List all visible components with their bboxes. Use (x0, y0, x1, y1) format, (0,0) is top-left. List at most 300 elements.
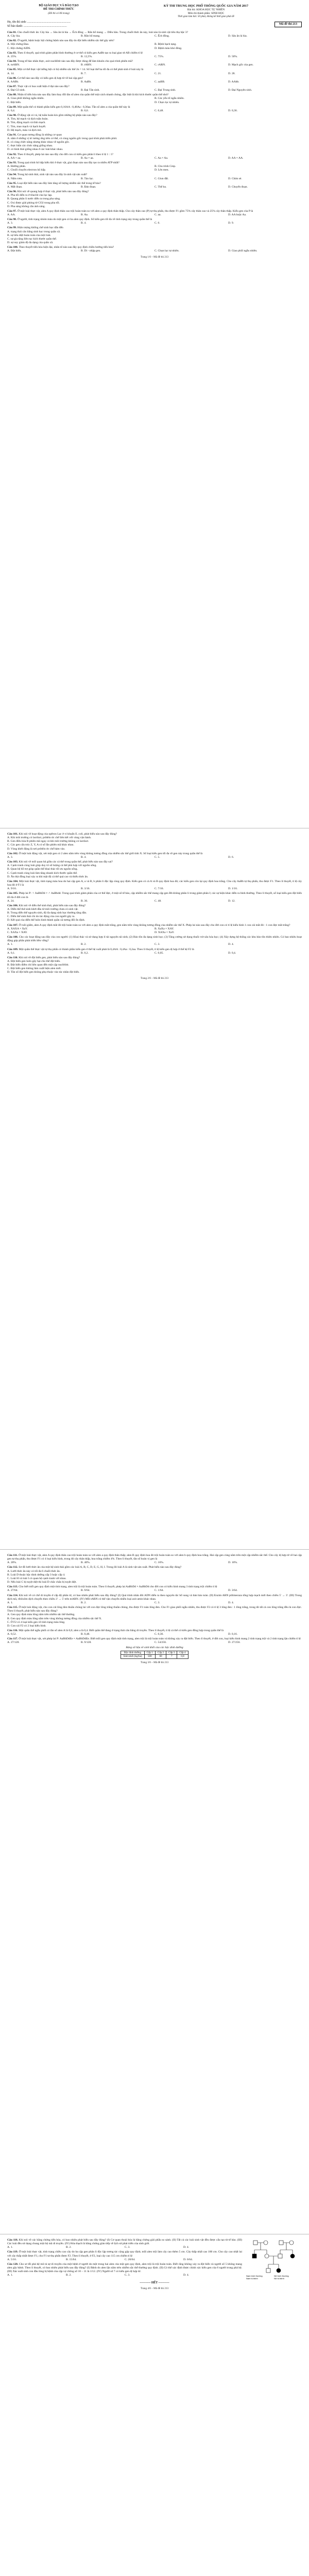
question-label: Câu 93. (7, 161, 17, 164)
answer-options (7, 1613, 302, 1628)
answer-option: C. 0,48. (154, 109, 164, 112)
answer-option: B. 0,6. (81, 109, 89, 112)
question-text: Khi nói về các bằng chứng tiến hóa, có bao nhiêu phát biểu sau đây đúng? (I) Cơ quan thoái hóa là bằng chứng giải phẫu so sánh. (II) Tất cả các loài sinh vật đều được cấu tạo từ tế bào. (III) Các loài đều sử dụng chung một bộ mã di truyền. (IV) Hóa thạch là bằng chứng gián tiếp về lịch sử phát triển của sinh giới. (7, 2239, 242, 2246)
answer-option: C. Tim, mao mạch và bạch huyết. (7, 125, 46, 128)
answer-option: D. 0,36. (228, 109, 238, 112)
question-stem (7, 52, 302, 55)
question-label: Câu 99. (7, 226, 17, 230)
answer-option: C. Ở F2 có 4 loại kiểu gen về tính trạng màu lông. (7, 1620, 65, 1624)
answer-option: B. có cùng chức năng nhưng khác nhau về nguồn gốc. (7, 141, 70, 144)
answer-option: C. 5. (154, 855, 160, 859)
question-stem (7, 1606, 302, 1613)
pedigree-male (253, 2241, 258, 2245)
exam-page-2 (0, 828, 309, 1549)
table-cell: 0,8 (177, 1655, 188, 1659)
page-footer: Trang 3/6 – Mã đề thi 213 (140, 1661, 169, 1665)
table-cell: Sinh khối (kg/ha) (121, 1655, 144, 1659)
answer-option: B. Di - nhập gen. (81, 249, 101, 253)
question-stem (7, 173, 302, 177)
answer-options (7, 157, 302, 160)
question-item (7, 892, 302, 903)
question-label: Câu 85. (7, 68, 17, 72)
end-note: ----------- HẾT ----------- (140, 2281, 169, 2284)
answer-option: A. AABb. (7, 80, 19, 83)
question-text: Trong hệ sinh thái, sinh vật nào sau đây là sinh vật sản xuất? (17, 173, 88, 177)
pedigree-male (266, 2268, 270, 2273)
answer-options (7, 165, 302, 172)
answer-option: A. Lưới thức ăn này có tối đa 6 chuỗi thức ăn. (7, 1569, 61, 1573)
question-item (7, 833, 302, 851)
answer-option: C. Giun đất. (154, 177, 169, 180)
answer-option: A. 1. (7, 2246, 13, 2249)
question-item (7, 880, 302, 891)
answer-option: D. 10%. (228, 1561, 238, 1565)
answer-option: C. XAXa × XAY. (7, 930, 28, 934)
question-text: Nhân tố tiến hóa nào sau đây làm thay đổi tần số alen của quần thể một cách nhanh chóng, đặc biệt là khi kích thước quần thể nhỏ? (17, 93, 169, 97)
table-cell: Cấp 1 (144, 1651, 155, 1655)
answer-option: B. 2. (66, 2246, 72, 2249)
pedigree-male (278, 2254, 282, 2258)
answer-option: A. 27/128. (7, 1641, 20, 1645)
answer-option: D. 6/64. (183, 2258, 193, 2261)
question-label: Câu 116. (7, 1629, 18, 1632)
answer-option: D. Nếu loài C bị tuyệt diệt thì loài D chắc chắn bị tuyệt diệt. (7, 1581, 77, 1584)
answer-option: D. Giao phối ngẫu nhiên. (228, 249, 258, 253)
answer-options (7, 2258, 242, 2262)
pedigree-affected-female (290, 2254, 295, 2258)
answer-option: B. Aa × aa. (81, 156, 94, 160)
question-item (7, 956, 302, 975)
answer-options (7, 194, 302, 209)
question-stem (7, 85, 302, 89)
answer-option: D. Lên men. (154, 168, 169, 172)
answer-option: B. 9/64. (81, 1589, 90, 1592)
answer-options (7, 137, 302, 152)
answer-option: D. AAbb. (228, 80, 239, 83)
answer-option: B. 2. (81, 1601, 87, 1604)
answer-options (7, 1570, 302, 1585)
answer-option: C. Đột biến. (7, 100, 22, 104)
question-item (7, 1566, 302, 1584)
answer-option: B. 36. (81, 899, 88, 903)
question-label: Câu 111. (7, 1554, 18, 1557)
table-cell: Cấp 2 (155, 1651, 166, 1655)
answer-option: B. 15/64. (66, 2258, 77, 2261)
answer-option: B. 7. (81, 72, 87, 75)
question-label: Câu 106. (7, 904, 19, 907)
header-right (110, 4, 302, 19)
question-label: Câu 119. (7, 2250, 18, 2254)
question-stem (7, 161, 302, 165)
answer-option: A. 27/64. (7, 1589, 18, 1592)
answer-option: B. 2. (66, 2274, 72, 2277)
answer-option: A. 3. (7, 222, 13, 225)
answer-option: A. 0,1. (7, 951, 15, 955)
answer-option: B. Quan hệ hỗ trợ giúp quần thể khai thác tối ưu nguồn sống. (7, 868, 78, 871)
answer-option: C. aa. (154, 213, 161, 216)
pages-note: (Đề thi có 06 trang) (48, 11, 70, 15)
answer-options (7, 72, 302, 76)
question-item (7, 852, 302, 859)
answer-option: B. Gen quy định màu lông nằm trên vùng không tương đồng của nhiễm sắc thể X. (7, 1617, 102, 1620)
question-text: Theo lí thuyết, quá trình giảm phân bình thường ở cơ thể có kiểu gen AaBb tạo ra loại giao tử AB chiếm tỉ lệ (17, 51, 143, 55)
answer-option: C. Đại Trung sinh. (154, 89, 176, 92)
answer-option: D. Chuyển đoạn. (228, 185, 248, 189)
answer-options (7, 63, 302, 67)
answer-option: C. Diễn thế sinh thái chỉ do tác động của con người gây ra. (7, 915, 75, 919)
candidate-number-line: Số báo danh: .......................................................... (7, 24, 67, 28)
answer-option: D. 4. (183, 2274, 190, 2277)
page-footer: Trang 2/6 – Mã đề thi 213 (140, 976, 169, 980)
answer-option: C. 3. (125, 2246, 130, 2249)
answer-option: A. Gen quy định màu lông nằm trên nhiễm sắc thể thường. (7, 1613, 75, 1617)
question-stem (7, 904, 302, 908)
answer-option: C. 20/64. (125, 2258, 135, 2261)
answer-option: B. 3/16. (81, 887, 90, 891)
question-item (7, 60, 302, 67)
question-label: Câu 102. (7, 852, 19, 855)
biomass-table (121, 1651, 188, 1659)
answer-option: D. Vùng khởi động là nơi prôtêin ức chế bám vào. (7, 847, 65, 851)
question-text: Cho sơ đồ phả hệ mô tả sự di truyền của một bệnh ở người do một trong hai alen của một gen quy định, alen trội là trội hoàn toàn. Biết rằng không xảy ra đột biến và người số 5 không mang alen gây bệnh. Theo lí thuyết, có bao nhiêu phát biểu sau đây đúng? (I) Bệnh do alen lặn nằm trên nhiễm sắc thể thường quy định. (II) Có thể xác định được chính xác kiểu gen của 6 người trong phả hệ. (III) Xác suất sinh con đầu lòng bị bệnh của cặp vợ chồng số 10 – 11 là 1/12. (IV) Người số 7 có kiểu gen dị hợp tử. (7, 2262, 242, 2274)
question-list (7, 31, 302, 253)
question-text: Ở một loài thực vật, alen A quy định thân cao trội hoàn toàn so với alen a quy định thân thấp. Cho cây thân cao (P) tự thụ phấn, thu được F1 gồm 75% cây thân cao và 25% cây thân thấp. Kiểu gen của P là (17, 209, 253, 213)
question-stem (7, 892, 302, 899)
answer-option: A. 9/16. (7, 887, 17, 891)
question-stem (7, 133, 302, 137)
answer-option: A. Đột biến. (7, 249, 22, 253)
question-item (7, 106, 302, 113)
question-label: Câu 105. (7, 892, 19, 895)
pedigree-legend-item: Nam bị bệnh (246, 2277, 258, 2280)
answer-option: C. 6. (154, 222, 160, 225)
answer-option: B. 4. (81, 855, 87, 859)
answer-option: A. 25%. (7, 55, 17, 58)
question-text: Một cơ thể thực vật lưỡng bội có bộ nhiễm sắc thể 2n = 14. Số loại thể ba tối đa có thể phát sinh ở loài này là (17, 68, 144, 72)
question-text: Một quần thể ngẫu phối có tần số alen A là 0,6; alen a là 0,4. Biết quần thể đang ở trạng thái cân bằng di truyền. Theo lí thuyết, tỉ lệ cá thể có kiểu gen đồng hợp trong quần thể là (19, 1629, 224, 1632)
answer-options (7, 1641, 302, 1645)
question-item (7, 246, 302, 253)
question-stem (7, 1566, 302, 1569)
question-label: Câu 91. (7, 133, 17, 137)
answer-option: D. Đại Nguyên sinh. (228, 89, 252, 92)
question-item (7, 190, 302, 209)
answer-option: D. Ăn thịt đồng loại xảy ra khi mật độ cá thể quá cao và thiếu thức ăn. (7, 875, 89, 878)
question-text: Ở một loài động vật, cho con cái lông đen thuần chủng lai với con đực lông trắng thuần chủng, thu được F1 toàn lông đen. Cho F1 giao phối ngẫu nhiên, thu được F2 có tỉ lệ 3 lông đen : 1 lông trắng, trong đó tất cả con lông trắng đều là con đực. Theo lí thuyết, phát biểu nào sau đây đúng? (7, 1606, 302, 1613)
question-text: Thực vật có hoa xuất hiện ở đại nào sau đây? (17, 84, 70, 88)
exam-page-4 (0, 2234, 309, 2576)
question-item (7, 182, 302, 189)
answer-option: D. 4. (228, 943, 234, 946)
answer-option: D. Kết quả của diễn thế luôn hình thành quần xã tương đối ổn định. (7, 919, 85, 922)
question-label: Câu 101. (7, 833, 19, 836)
answer-option: D. 4. (228, 1601, 234, 1604)
official-label: ĐỀ THI CHÍNH THỨC (43, 8, 74, 11)
question-item (7, 153, 302, 160)
question-stem (7, 936, 302, 943)
question-item (7, 68, 302, 75)
answer-option: C. Cạnh tranh cùng loài làm tăng nhanh kích thước quần thể. (7, 871, 78, 875)
answer-options (7, 864, 302, 879)
biomass-table-block (7, 1646, 302, 1659)
question-label: Câu 109. (7, 947, 19, 951)
question-text: Loại đột biến nào sau đây làm tăng số lượng nhiễm sắc thể trong tế bào? (17, 181, 101, 185)
header-left (7, 4, 110, 15)
question-text: Ở ruồi giấm, alen A quy định mắt đỏ trội hoàn toàn so với alen a quy định mắt trắng, gen nằm trên vùng không tương đồng của nhiễm sắc thể X. Phép lai nào sau đây cho đời con có tỉ lệ kiểu hình 1 con cái mắt đỏ : 1 con đực mắt trắng? (19, 923, 290, 927)
answer-option: B. 12,5%. (81, 55, 93, 58)
answer-option: B. Tim, động mạch và tĩnh mạch. (7, 121, 46, 125)
question-label: Câu 84. (7, 60, 17, 63)
question-item (7, 1594, 302, 1605)
answer-options (7, 213, 302, 217)
question-stem (7, 1594, 302, 1601)
answer-option: C. Aa × Aa. (154, 156, 168, 160)
answer-option: C. Các gen cấu trúc Z, Y, A có số lần phiên mã khác nhau. (7, 843, 74, 847)
question-text: Khi nói về hoạt động của opêron Lac ở vi khuẩn E. coli, phát biểu nào sau đây đúng? (19, 833, 117, 836)
answer-option: A. Nấm rơm. (7, 177, 23, 180)
answer-option: D. Con cái F2 có 2 loại kiểu hình. (7, 1624, 46, 1628)
answer-option: A. Đột biến gen luôn gây hại cho thể đột biến. (7, 960, 61, 963)
question-label: Câu 94. (7, 173, 17, 177)
question-text: Khi nói về cơ chế di truyền ở cấp độ phân tử, có bao nhiêu phát biểu sau đây đúng? (I) Quá trình nhân đôi ADN diễn ra theo nguyên tắc bổ sung và bán bảo toàn. (II) Enzim ARN pôlimeraza tổng hợp mạch mới theo chiều 5' → 3'. (III) Trong dịch mã, ribôxôm dịch chuyển theo chiều 3' → 5' trên mARN. (IV) Mỗi tARN có thể vận chuyển nhiều loại axit amin khác nhau. (7, 1594, 302, 1601)
question-stem (7, 210, 302, 213)
table-cell: 7 (166, 1655, 177, 1659)
answer-options (7, 80, 302, 84)
answer-option: A. 20%. (7, 1561, 17, 1565)
answer-options (7, 55, 302, 59)
table-cell: 500 (144, 1655, 155, 1659)
pedigree-legend-item: Nam bình thường (246, 2275, 263, 2277)
answer-option: A. 0,52. (7, 1633, 17, 1636)
answer-option: C. aaBB. (154, 80, 165, 83)
question-item (7, 860, 302, 879)
candidate-row (7, 21, 302, 28)
answer-options (7, 927, 302, 935)
question-label: Câu 108. (7, 936, 19, 939)
answer-option: B. Quang phân li nước diễn ra trong pha sáng. (7, 197, 61, 201)
answer-option: A. trạng thái cân bằng sinh học trong quần xã. (7, 230, 61, 233)
answer-option: B. 9/128. (81, 1641, 92, 1645)
answer-option: D. Chim sẻ. (228, 177, 242, 180)
answer-option: A. Cạnh tranh cùng loài giúp duy trì số lượng cá thể phù hợp với nguồn sống. (7, 864, 97, 868)
answer-options (7, 2274, 242, 2277)
question-text: Ở một loài thực vật, tính trạng chiều cao cây do ba cặp gen phân li độc lập tương tác cộng gộp quy định; mỗi alen trội làm cây cao thêm 5 cm. Cây thấp nhất cao 100 cm. Cho cây cao nhất lai với cây thấp nhất được F1, cho F1 tự thụ phấn được F2. Theo lí thuyết, ở F2, loại cây cao 115 cm chiếm tỉ lệ (7, 2250, 242, 2258)
answer-options (7, 1561, 302, 1565)
answer-options (7, 249, 302, 253)
answer-options (7, 97, 302, 104)
question-label: Câu 89. (7, 105, 17, 109)
answer-options (7, 908, 302, 923)
answer-option: B. sự tiêu diệt hoàn toàn của một loài. (7, 233, 52, 237)
question-label: Câu 113. (7, 1585, 18, 1589)
answer-options (7, 43, 302, 50)
answer-option: B. XaXa × XAY. (154, 927, 174, 930)
answer-option: D. 3/64. (228, 1589, 238, 1592)
exam-page-3 (0, 1549, 309, 2234)
question-label: Câu 100. (7, 246, 19, 249)
question-stem (7, 246, 302, 249)
answer-option: A. 24. (7, 899, 14, 903)
question-item (7, 39, 302, 50)
answer-option: A. XAXA × XaY. (7, 927, 28, 930)
answer-option: B. 0,48. (81, 1633, 90, 1636)
answer-option: D. 0,4. (228, 951, 236, 955)
question-stem (7, 106, 302, 109)
ministry-name: BỘ GIÁO DỤC VÀ ĐÀO TẠO (39, 4, 79, 7)
answer-option: A. Mất đoạn. (7, 185, 23, 189)
answer-option: B. Bệnh bạch tạng. (154, 43, 177, 46)
question-item (7, 1585, 302, 1592)
answer-option: A. Pha tối diễn ra ở tilacôit của lục lạp. (7, 194, 53, 197)
question-item (7, 218, 302, 225)
answer-option: A. AA. (7, 213, 16, 216)
question-text: Ở một loài thực vật, alen A quy định thân cao trội hoàn toàn so với alen a quy định thân thấp; alen B quy định hoa đỏ trội hoàn toàn so với alen b quy định hoa trắng. Hai cặp gen cùng nằm trên một cặp nhiễm sắc thể. Cho cây dị hợp tử về hai cặp gen tự thụ phấn, thu được F1 có 4 loại kiểu hình, trong đó cây thân thấp, hoa trắng chiếm 4%. Theo lí thuyết, tần số hoán vị gen là (7, 1554, 302, 1561)
question-item (7, 1554, 302, 1565)
answer-options (7, 230, 302, 245)
question-item (7, 77, 302, 84)
answer-option: B. Loài D thuộc bậc dinh dưỡng cấp 3 hoặc cấp 4. (7, 1573, 65, 1577)
answer-option: C. 16%. (154, 1561, 164, 1565)
answer-option: C. Hội chứng AIDS. (7, 46, 31, 50)
answer-option: C. Đột biến gen không làm xuất hiện alen mới. (7, 967, 62, 971)
question-text: Trong tế bào nhân thực, axit nuclêôtit nào sau đây được dùng để làm khuôn cho quá trình phiên mã? (17, 60, 133, 63)
answer-option: C. 7/16. (154, 887, 164, 891)
question-stem (7, 114, 302, 117)
answer-options (7, 887, 302, 891)
answer-option: B. Trong diễn thế nguyên sinh, độ đa dạng sinh học thường tăng dần. (7, 911, 87, 915)
question-list (7, 1554, 302, 1645)
exam-title: KỲ THI TRUNG HỌC PHỔ THÔNG QUỐC GIA NĂM 2017 (163, 4, 249, 8)
answer-option: B. Chu trình Crep. (154, 165, 176, 168)
answer-option: C. thực hiện các chức năng giống nhau. (7, 144, 53, 148)
question-text: Cho chuỗi thức ăn: Cây lúa → Sâu ăn lá lúa → Ếch đồng → Rắn hổ mang → Diều hâu. Trong chuỗi thức ăn này, loài nào là sinh vật tiêu thụ bậc 3? (17, 30, 188, 34)
question-stem (7, 924, 302, 927)
question-text: Phép lai P: ♀ AaBbDd × ♂ AaBbdd. Trong quá trình giảm phân của cơ thể đực, ở một số tế bào, cặp nhiễm sắc thể mang cặp gen Bb không phân li trong giảm phân I; các sự kiện khác diễn ra bình thường. Theo lí thuyết, số loại kiểu gen đột biến tối đa ở đời con là (7, 892, 302, 899)
question-text: Theo lí thuyết, phép lai nào sau đây cho đời con có kiểu gen phân li theo tỉ lệ 1 : 1? (17, 152, 113, 156)
table-row (121, 1655, 188, 1659)
answer-options (7, 185, 302, 189)
pedigree-affected-female (277, 2268, 281, 2273)
answer-option: C. rARN. (154, 63, 166, 67)
question-text: Khi nói về diễn thế sinh thái, phát biểu nào sau đây đúng? (19, 904, 86, 907)
answer-option: C. 3. (125, 2274, 130, 2277)
table-cell: Cấp 3 (166, 1651, 177, 1655)
answer-option: B. Đảo đoạn. (81, 185, 96, 189)
question-stem (7, 852, 302, 856)
answer-options (7, 943, 302, 946)
question-label: Câu 97. (7, 209, 17, 213)
answer-option: C. sự gia tăng liên tục kích thước quần thể. (7, 237, 57, 241)
question-stem (7, 60, 302, 63)
answer-options (7, 900, 302, 903)
answer-option: D. Tần số đột biến gen không phụ thuộc vào tác nhân đột biến. (7, 971, 80, 974)
answer-option: A. 5/16. (7, 2258, 17, 2261)
pedigree-legend-item: Nữ bình thường (274, 2275, 289, 2277)
question-item (7, 1637, 302, 1645)
answer-options (7, 960, 302, 975)
question-label: Câu 98. (7, 218, 17, 222)
answer-option: B. Gen điều hòa R phiên mã ngay cả khi môi trường không có lactôzơ. (7, 840, 89, 843)
answer-option: D. XAXa × XaY. (154, 930, 175, 934)
answer-option: D. Pha sáng không cần ánh sáng. (7, 205, 45, 208)
answer-option: B. 4. (81, 222, 87, 225)
answer-options (7, 1589, 302, 1592)
question-stem (7, 182, 302, 185)
answer-options (7, 1633, 302, 1636)
answer-option: D. Chọn lọc tự nhiên. (154, 100, 180, 104)
exam-header (7, 4, 302, 19)
question-label: Câu 120. (7, 2262, 19, 2266)
answer-option: D. 1/16. (228, 887, 238, 891)
question-text: Một quần thể thực vật tự thụ phấn có thành phần kiểu gen ở thế hệ xuất phát là 0,4AA : 0,4Aa : 0,2aa. Theo lí thuyết, tỉ lệ kiểu gen dị hợp ở thế hệ F2 là (19, 947, 194, 951)
pedigree-female (265, 2254, 269, 2258)
question-label: Câu 95. (7, 181, 17, 185)
answer-option: B. 40%. (81, 1561, 91, 1565)
question-label: Câu 87. (7, 84, 17, 88)
answer-option: A. AA × aa. (7, 156, 21, 160)
question-label: Câu 88. (7, 93, 17, 97)
pedigree-affected-male (252, 2254, 256, 2258)
answer-option: C. 0,05. (154, 951, 164, 955)
pedigree-female (264, 2241, 268, 2245)
answer-option: C. Chọn lọc tự nhiên. (154, 249, 180, 253)
question-text: Một quần thể có thành phần kiểu gen 0,16AA : 0,48Aa : 0,36aa. Tần số alen a của quần thể này là (17, 105, 130, 109)
answer-option: A. Diễn thế thứ sinh khởi đầu từ môi trường chưa có sinh vật. (7, 907, 79, 911)
question-label: Câu 110. (7, 956, 18, 959)
table-caption: Bảng số liệu về sinh khối của các bậc dinh dưỡng (126, 1646, 183, 1649)
question-text: Ở người, bệnh hoặc hội chứng bệnh nào sau đây do đột biến nhiễm sắc thể gây nên? (17, 39, 115, 43)
answer-options (7, 177, 302, 181)
answer-option: A. mARN. (7, 63, 20, 67)
answer-option: C. 75%. (154, 55, 164, 58)
question-label: Câu 103. (7, 860, 19, 864)
answer-option: C. 48. (154, 899, 162, 903)
subject-line: Bài thi: KHOA HỌC TỰ NHIÊN (187, 8, 225, 11)
pedigree-legend-item: Nữ bị bệnh (274, 2277, 284, 2280)
answer-option: D. Hệ mạch, máu và dịch mô. (7, 128, 42, 132)
answer-options (7, 222, 302, 225)
answer-option: C. 3. (154, 1601, 160, 1604)
question-stem (7, 1637, 302, 1641)
answer-option: D. 6. (228, 855, 234, 859)
answer-option: C. Loài H và loài I có quan hệ cạnh tranh với nhau. (7, 1577, 66, 1580)
answer-options (7, 117, 302, 132)
question-item (7, 904, 302, 923)
answer-option: B. Các yếu tố ngẫu nhiên. (154, 97, 184, 100)
question-item (7, 173, 302, 180)
answer-option: D. sự suy giảm độ đa dạng của quần xã. (7, 241, 54, 245)
question-label: Câu 81. (7, 30, 17, 34)
question-item (7, 52, 302, 59)
question-item (7, 226, 302, 245)
question-label: Câu 114. (7, 1594, 19, 1597)
answer-option: D. Sâu ăn lá lúa. (228, 35, 247, 38)
answer-option: A. Hội chứng Đao. (7, 43, 29, 46)
answer-option: B. Tảo lục. (81, 177, 94, 180)
question-label: Câu 82. (7, 39, 17, 43)
answer-option: A. Giao phối không ngẫu nhiên. (7, 97, 44, 100)
answer-options (7, 2246, 242, 2249)
question-text: Theo thuyết tiến hóa hiện đại, nhân tố nào sau đây quy định chiều hướng tiến hóa? (19, 246, 114, 249)
pedigree-diagram (245, 2239, 302, 2280)
question-text: Khi nói về mối quan hệ giữa các cá thể trong quần thể, phát biểu nào sau đây sai? (19, 860, 113, 864)
question-label: Câu 86. (7, 76, 17, 80)
question-text: Một loài thực vật, tính trạng màu hoa do hai cặp gen A, a và B, b phân li độc lập cùng quy định. Kiểu gen có cả A và B quy định hoa đỏ; các kiểu gen còn lại quy định hoa trắng. Cho cây AaBb tự thụ phấn, thu được F1. Theo lí thuyết, tỉ lệ cây hoa đỏ ở F1 là (7, 879, 302, 887)
question-stem (7, 1585, 302, 1589)
table-cell: Bậc dinh dưỡng (121, 1651, 144, 1655)
answer-option: C. Thể ba. (154, 185, 167, 189)
time-line: Thời gian làm bài: 50 phút, không kể thời gian phát đề (178, 15, 234, 18)
